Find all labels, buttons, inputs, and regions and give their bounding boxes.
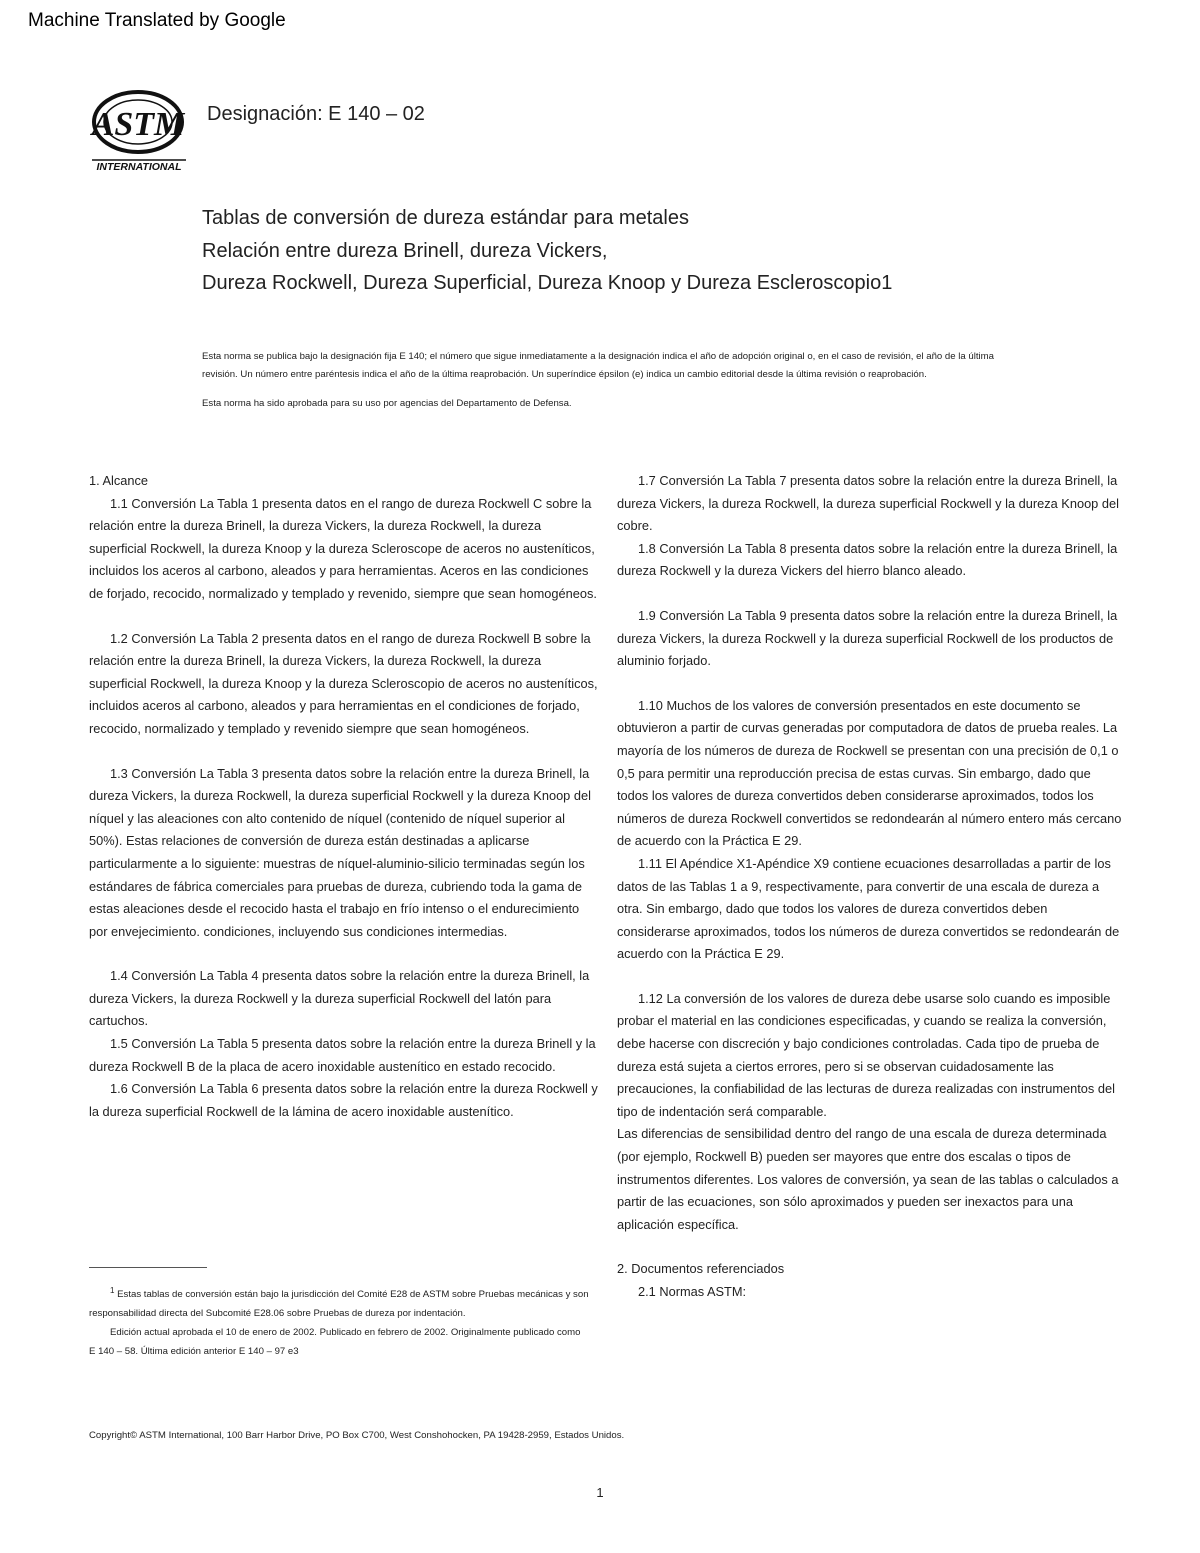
paragraph-1-5: 1.5 Conversión La Tabla 5 presenta datos sobre la relación entre la dureza Brinell y la dureza Rockwell B de la placa de acero inoxidable austenítico en estado recocido. <box>89 1036 596 1074</box>
copyright: Copyright© ASTM International, 100 Barr Harbor Drive, PO Box C700, West Conshohocken, PA 19428-2959, Estados Unidos. <box>89 1430 625 1441</box>
notice-paragraph: Esta norma se publica bajo la designación fija E 140; el número que sigue inmediatamente a la designación indica el año de adopción original o, en el caso de revisión, el año de la última revisión. Un número entre paréntesis indica el año de la última reaprobación. Un superíndice épsilon (e) indica un cambio editorial desde la última revisión o reaprobación. <box>202 351 994 380</box>
machine-translation-banner: Machine Translated by Google <box>28 10 286 31</box>
paragraph-1-6: 1.6 Conversión La Tabla 6 presenta datos sobre la relación entre la dureza Rockwell y la dureza superficial Rockwell de la lámina de acero inoxidable austenítico. <box>89 1081 598 1119</box>
paragraph-1-10: 1.10 Muchos de los valores de conversión presentados en este documento se obtuvieron a partir de curvas generadas por computadora de datos de prueba reales. La mayoría de los números de dureza de Rockwell se presentan con una precisión de 0,1 o 0,5 para permitir una reproducción precisa de estas curvas. Sin embargo, dado que todos los valores de dureza convertidos deben considerarse aproximados, todos los números de dureza Rockwell convertidos se redondearán al número entero más cercano de acuerdo con la Práctica E 29. <box>617 697 1122 849</box>
title-line: Tablas de conversión de dureza estándar para metales <box>202 207 689 229</box>
logo-sub-text: INTERNATIONAL <box>96 161 182 173</box>
paragraph-1-7: 1.7 Conversión La Tabla 7 presenta datos sobre la relación entre la dureza Brinell, la dureza Vickers, la dureza Rockwell, la dureza superficial Rockwell y la dureza Knoop del cobre. <box>617 473 1119 534</box>
astm-logo-icon <box>88 80 190 176</box>
title-line: Dureza Rockwell, Dureza Superficial, Dureza Knoop y Dureza Escleroscopio1 <box>202 272 893 294</box>
paragraph-1-8: 1.8 Conversión La Tabla 8 presenta datos sobre la relación entre la dureza Brinell, la dureza Rockwell y la dureza Vickers del hierro blanco aleado. <box>617 540 1118 579</box>
document-title <box>202 202 892 300</box>
page-number: 1 <box>596 1485 604 1500</box>
paragraph-sensitivity: Las diferencias de sensibilidad dentro del rango de una escala de dureza determinada (por ejemplo, Rockwell B) pueden ser mayores que entre dos escalas o tipos de instrumentos diferentes. Los valores de conversión, ya sean de las tablas o calculados a partir de las ecuaciones, son sólo aproximados y pueden ser inexactos para una aplicación específica. <box>617 1126 1119 1232</box>
footnote <box>89 1281 589 1361</box>
footnote-text: Estas tablas de conversión están bajo la jurisdicción del Comité E28 de ASTM sobre Pruebas mecánicas y son responsabilidad directa del Subcomité E28.06 sobre Pruebas de dureza por indentación. <box>89 1289 589 1320</box>
section-heading-referenced-documents: 2. Documentos referenciados <box>617 1261 785 1277</box>
title-line: Relación entre dureza Brinell, dureza Vickers, <box>202 239 608 262</box>
standard-notice <box>202 348 1022 413</box>
footnote-marker: 1 <box>110 1286 115 1295</box>
paragraph-1-11: 1.11 El Apéndice X1-Apéndice X9 contiene ecuaciones desarrolladas a partir de los datos de las Tablas 1 a 9, respectivamente, para convertir de una escala de dureza a otra. Sin embargo, dado que todos los valores de dureza convertidos deben considerarse aproximados, todos los números de dureza convertidos se redondearán de acuerdo con la Práctica E 29. <box>617 855 1120 962</box>
right-column <box>617 470 1122 1304</box>
notice-paragraph: Esta norma ha sido aprobada para su uso por agencias del Departamento de Defensa. <box>202 398 572 409</box>
designation: Designación: E 140 – 02 <box>207 103 425 125</box>
paragraph-1-2: 1.2 Conversión La Tabla 2 presenta datos en el rango de dureza Rockwell B sobre la relación entre la dureza Brinell, la dureza Vickers, la dureza Rockwell, la dureza superficial Rockwell, la dureza Knoop y la dureza Scleroscopio de aceros no austeníticos, incluidos aceros al carbono, aleados y para herramientas en el condiciones de forjado, recocido, normalizado y templado y revenido siempre que sean homogéneos. <box>89 630 598 736</box>
paragraph-1-9: 1.9 Conversión La Tabla 9 presenta datos sobre la relación entre la dureza Brinell, la dureza Vickers, la dureza Rockwell y la dureza superficial Rockwell de los productos de aluminio forjado. <box>617 607 1118 669</box>
subsection-astm-standards: 2.1 Normas ASTM: <box>638 1284 747 1299</box>
footnote-divider <box>89 1267 207 1268</box>
paragraph-1-4: 1.4 Conversión La Tabla 4 presenta datos sobre la relación entre la dureza Brinell, la dureza Vickers, la dureza Rockwell y la dureza superficial Rockwell del latón para cartuchos. <box>89 968 590 1029</box>
logo-brand-text: ASTM <box>91 106 185 143</box>
paragraph-1-12: 1.12 La conversión de los valores de dureza debe usarse solo cuando es imposible probar el material en las condiciones especificadas, y cuando se realiza la conversión, debe hacerse con discreción y bajo condiciones controladas. Cada tipo de prueba de dureza está sujeta a ciertos errores, pero si se observan cuidadosamente las precauciones, la confiabilidad de las lecturas de dureza realizadas con instrumentos del tipo de indentación será comparable. <box>617 990 1115 1119</box>
section-heading-scope: 1. Alcance <box>89 473 149 488</box>
footnote-edition: Edición actual aprobada el 10 de enero de 2002. Publicado en febrero de 2002. Originalmente publicado como E 140 – 58. Última edición anterior E 140 – 97 e3 <box>89 1327 581 1358</box>
paragraph-1-3: 1.3 Conversión La Tabla 3 presenta datos sobre la relación entre la dureza Brinell, la dureza Vickers, la dureza Rockwell, la dureza superficial Rockwell y la dureza Knoop del níquel y las aleaciones con alto contenido de níquel (contenido de níquel superior al 50%). Estas relaciones de conversión de dureza están destinadas a aplicarse particularmente a lo siguiente: muestras de níquel-aluminio-silicio terminadas según los estándares de fábrica comerciales para pruebas de dureza, cubriendo toda la gama de estas aleaciones desde el recocido hasta el trabajo en frío intenso o el endurecimiento por envejecimiento. condiciones, incluyendo sus condiciones intermedias. <box>89 765 591 939</box>
paragraph-1-1: 1.1 Conversión La Tabla 1 presenta datos en el rango de dureza Rockwell C sobre la relación entre la dureza Brinell, la dureza Vickers, la dureza Rockwell, la dureza superficial Rockwell, la dureza Knoop y la dureza Scleroscope de aceros no austeníticos, incluidos los aceros al carbono, aleados y para herramientas. Aceros en las condiciones de forjado, recocido, normalizado y templado y revenido, siempre que sean homogéneos. <box>89 495 597 601</box>
astm-logo <box>88 80 190 176</box>
left-column <box>89 470 599 1123</box>
